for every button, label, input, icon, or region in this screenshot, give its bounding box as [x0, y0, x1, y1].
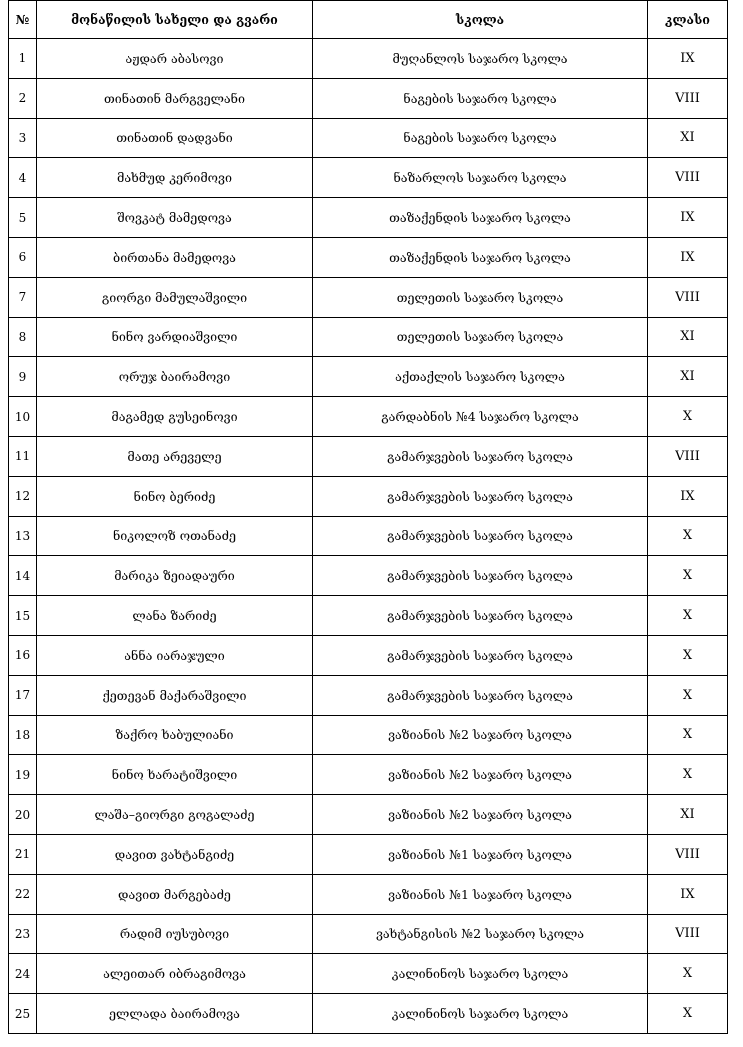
header-school: სკოლა	[313, 1, 648, 39]
school-name: აქთაქლის საჯარო სკოლა	[313, 357, 648, 397]
class-grade: IX	[648, 237, 728, 277]
table-row	[9, 277, 728, 317]
row-number: 2	[9, 78, 37, 118]
class-grade: XI	[648, 795, 728, 835]
table-row	[9, 994, 728, 1034]
row-number: 10	[9, 397, 37, 437]
student-name: ანნა იარაჯული	[37, 635, 313, 675]
table-row	[9, 476, 728, 516]
table-row	[9, 118, 728, 158]
school-name: ვაზიანის №1 საჯარო სკოლა	[313, 834, 648, 874]
student-name: მარიკა ზეიადაური	[37, 556, 313, 596]
school-name: მუღანლოს საჯარო სკოლა	[313, 39, 648, 79]
row-number: 12	[9, 476, 37, 516]
table-row	[9, 198, 728, 238]
school-name: გამარჯვების საჯარო სკოლა	[313, 556, 648, 596]
participants-table	[8, 0, 728, 1034]
row-number: 11	[9, 436, 37, 476]
school-name: გამარჯვების საჯარო სკოლა	[313, 596, 648, 636]
table-row	[9, 675, 728, 715]
class-grade: VIII	[648, 436, 728, 476]
school-name: ვაზიანის №1 საჯარო სკოლა	[313, 874, 648, 914]
table-row	[9, 795, 728, 835]
class-grade: X	[648, 755, 728, 795]
table-row	[9, 596, 728, 636]
school-name: კალინინოს საჯარო სკოლა	[313, 994, 648, 1034]
row-number: 17	[9, 675, 37, 715]
student-name: შოვკატ მამედოვა	[37, 198, 313, 238]
school-name: ვაზიანის №2 საჯარო სკოლა	[313, 715, 648, 755]
student-name: ბირთანა მამედოვა	[37, 237, 313, 277]
student-name: ნინო ბერიძე	[37, 476, 313, 516]
table-row	[9, 158, 728, 198]
table-row	[9, 556, 728, 596]
class-grade: VIII	[648, 277, 728, 317]
school-name: ნაზარლოს საჯარო სკოლა	[313, 158, 648, 198]
student-name: ელლადა ბაირამოვა	[37, 994, 313, 1034]
row-number: 3	[9, 118, 37, 158]
row-number: 18	[9, 715, 37, 755]
row-number: 20	[9, 795, 37, 835]
student-name: ალეითარ იბრაგიმოვა	[37, 954, 313, 994]
school-name: გამარჯვების საჯარო სკოლა	[313, 476, 648, 516]
table-row	[9, 635, 728, 675]
school-name: თაზაქენდის საჯარო სკოლა	[313, 198, 648, 238]
student-name: მათე არეველე	[37, 436, 313, 476]
row-number: 22	[9, 874, 37, 914]
class-grade: X	[648, 954, 728, 994]
class-grade: IX	[648, 476, 728, 516]
row-number: 24	[9, 954, 37, 994]
class-grade: X	[648, 596, 728, 636]
school-name: ვაზიანის №2 საჯარო სკოლა	[313, 795, 648, 835]
student-name: ნიკოლოზ ოთანაძე	[37, 516, 313, 556]
class-grade: IX	[648, 874, 728, 914]
class-grade: X	[648, 516, 728, 556]
school-name: გამარჯვების საჯარო სკოლა	[313, 516, 648, 556]
row-number: 21	[9, 834, 37, 874]
school-name: თელეთის საჯარო სკოლა	[313, 277, 648, 317]
table-row	[9, 357, 728, 397]
class-grade: X	[648, 994, 728, 1034]
school-name: გამარჯვების საჯარო სკოლა	[313, 675, 648, 715]
row-number: 9	[9, 357, 37, 397]
table-row	[9, 954, 728, 994]
table-row	[9, 834, 728, 874]
row-number: 6	[9, 237, 37, 277]
class-grade: VIII	[648, 834, 728, 874]
student-name: მაგამედ გუსეინოვი	[37, 397, 313, 437]
school-name: ვაზიანის №2 საჯარო სკოლა	[313, 755, 648, 795]
class-grade: X	[648, 635, 728, 675]
table-header	[9, 1, 728, 39]
class-grade: X	[648, 397, 728, 437]
table-row	[9, 874, 728, 914]
school-name: თაზაქენდის საჯარო სკოლა	[313, 237, 648, 277]
student-name: თინათინ დადვანი	[37, 118, 313, 158]
table-row	[9, 397, 728, 437]
student-name: რადიმ იუსუბოვი	[37, 914, 313, 954]
school-name: ნაგების საჯარო სკოლა	[313, 118, 648, 158]
header-number: №	[9, 1, 37, 39]
class-grade: XI	[648, 357, 728, 397]
student-name: მახმუდ კერიმოვი	[37, 158, 313, 198]
student-name: თინათინ მარგველანი	[37, 78, 313, 118]
student-name: ორუჯ ბაირამოვი	[37, 357, 313, 397]
school-name: ნაგების საჯარო სკოლა	[313, 78, 648, 118]
student-name: ლაშა–გიორგი გოგალაძე	[37, 795, 313, 835]
student-name: ნინო ვარდიაშვილი	[37, 317, 313, 357]
class-grade: X	[648, 675, 728, 715]
class-grade: IX	[648, 198, 728, 238]
class-grade: XI	[648, 118, 728, 158]
school-name: თელეთის საჯარო სკოლა	[313, 317, 648, 357]
table-row	[9, 755, 728, 795]
class-grade: IX	[648, 39, 728, 79]
table-row	[9, 78, 728, 118]
class-grade: X	[648, 715, 728, 755]
row-number: 1	[9, 39, 37, 79]
row-number: 16	[9, 635, 37, 675]
school-name: კალინინოს საჯარო სკოლა	[313, 954, 648, 994]
table-row	[9, 914, 728, 954]
row-number: 5	[9, 198, 37, 238]
row-number: 8	[9, 317, 37, 357]
table-row	[9, 436, 728, 476]
class-grade: VIII	[648, 78, 728, 118]
row-number: 23	[9, 914, 37, 954]
row-number: 14	[9, 556, 37, 596]
class-grade: VIII	[648, 914, 728, 954]
table-row	[9, 715, 728, 755]
class-grade: VIII	[648, 158, 728, 198]
student-name: ქეთევან მაქარაშვილი	[37, 675, 313, 715]
table-row	[9, 237, 728, 277]
student-name: გიორგი მამულაშვილი	[37, 277, 313, 317]
table-body	[9, 39, 728, 1034]
row-number: 25	[9, 994, 37, 1034]
row-number: 13	[9, 516, 37, 556]
school-name: ვახტანგისის №2 საჯარო სკოლა	[313, 914, 648, 954]
table-row	[9, 39, 728, 79]
row-number: 15	[9, 596, 37, 636]
table-row	[9, 516, 728, 556]
student-name: ნინო ხარატიშვილი	[37, 755, 313, 795]
student-name: ლანა ზარიძე	[37, 596, 313, 636]
school-name: გამარჯვების საჯარო სკოლა	[313, 436, 648, 476]
header-row	[9, 1, 728, 39]
header-student-name: მონაწილის სახელი და გვარი	[37, 1, 313, 39]
table-row	[9, 317, 728, 357]
student-name: დავით მარგებაძე	[37, 874, 313, 914]
class-grade: X	[648, 556, 728, 596]
header-class: კლასი	[648, 1, 728, 39]
row-number: 19	[9, 755, 37, 795]
school-name: გარდაბნის №4 საჯარო სკოლა	[313, 397, 648, 437]
student-name: დავით ვახტანგიძე	[37, 834, 313, 874]
row-number: 4	[9, 158, 37, 198]
student-name: აჟდარ აბასოვი	[37, 39, 313, 79]
school-name: გამარჯვების საჯარო სკოლა	[313, 635, 648, 675]
student-name: ზაქრო ხაბულიანი	[37, 715, 313, 755]
class-grade: XI	[648, 317, 728, 357]
row-number: 7	[9, 277, 37, 317]
